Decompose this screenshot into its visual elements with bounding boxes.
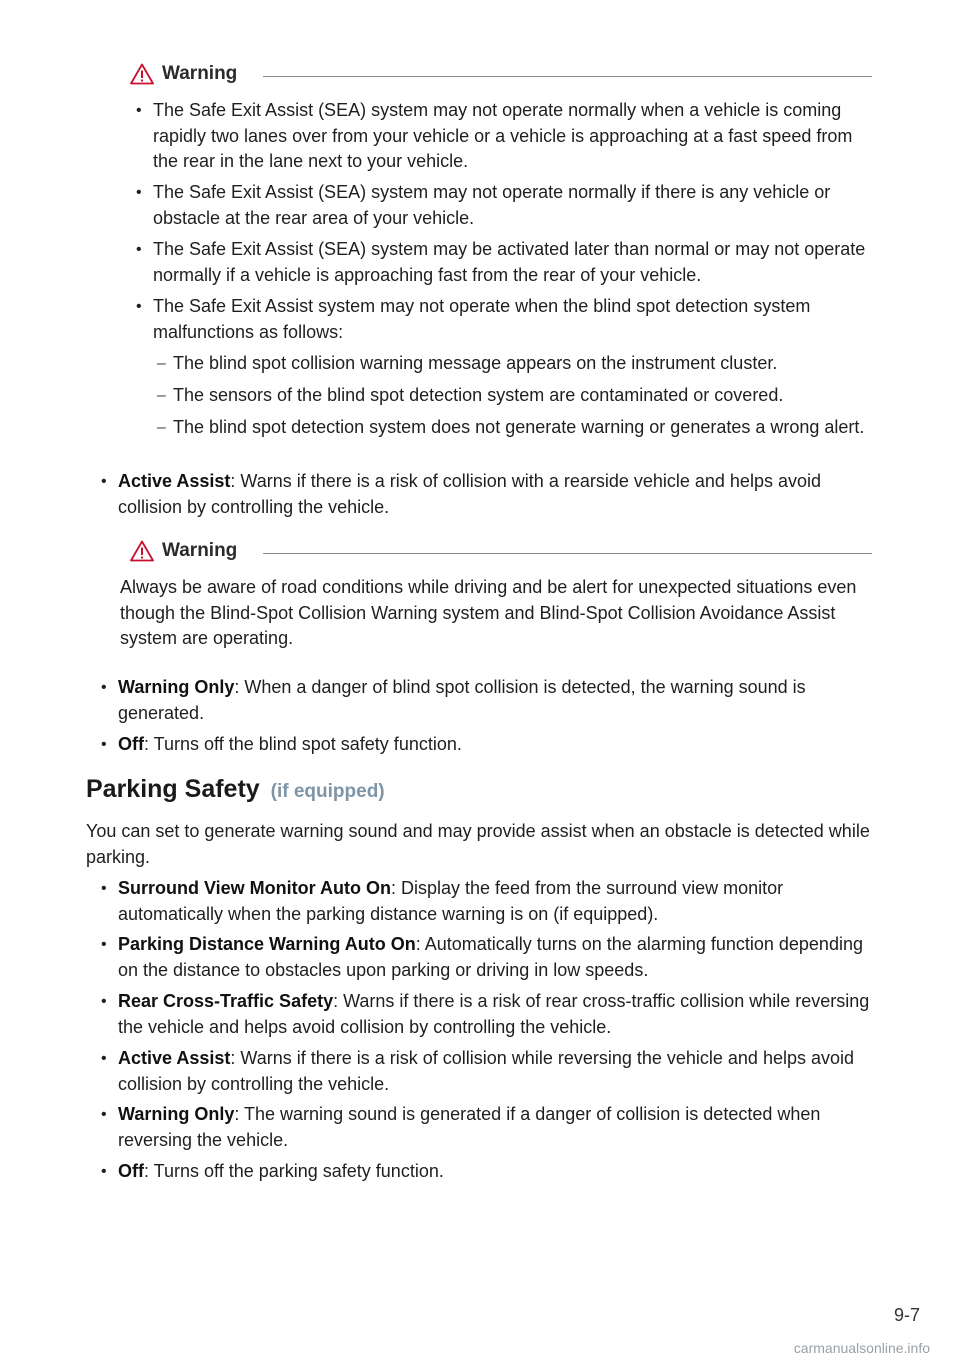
bullet-icon: • (136, 102, 142, 119)
warning-header (130, 539, 872, 563)
section-heading-parking-safety: Parking Safety (if equipped) (86, 775, 385, 803)
bullet-icon: • (101, 679, 107, 696)
bullet-icon: • (136, 241, 142, 258)
warning-rule (263, 553, 872, 554)
option-active-assist: • Active Assist: Warns if there is a risk of collision with a rearside vehicle and helps avoid collision by controlling the vehicle. (101, 471, 821, 517)
option-term: Rear Cross-Traffic Safety (118, 991, 334, 1011)
option-warning-only: • Warning Only: When a danger of blind spot collision is detected, the warning sound is generated. (101, 677, 806, 723)
parking-option-item: • Parking Distance Warning Auto On: Automatically turns on the alarming function depending on the distance to obstacles upon parking or driving in low speeds. (101, 934, 863, 980)
warning-sub-item: – The blind spot detection system does not generate warning or generates a wrong alert. (173, 415, 873, 441)
warning-rule (263, 76, 872, 77)
bullet-icon: • (101, 473, 107, 490)
option-term: Active Assist (118, 471, 231, 491)
bullet-icon: • (101, 993, 107, 1010)
parking-option-item: • Off: Turns off the parking safety function. (118, 1159, 873, 1185)
parking-option-item: • Rear Cross-Traffic Safety: Warns if there is a risk of rear cross-traffic collision while reversing the vehicle and helps avoid collision by controlling the vehicle. (101, 991, 870, 1037)
bullet-icon: • (101, 880, 107, 897)
bullet-icon: • (101, 1050, 107, 1067)
option-off: • Off: Turns off the blind spot safety function. (118, 732, 873, 758)
bullet-icon: • (101, 736, 107, 753)
warning-sub-item: – The blind spot collision warning message appears on the instrument cluster. (173, 351, 873, 377)
warning-text: Always be aware of road conditions while driving and be alert for unexpected situations even though the Blind-Spot Collision Warning system and Blind-Spot Collision Avoidance Assist system are operating. (120, 577, 857, 648)
warning-sub-item: – The sensors of the blind spot detection system are contaminated or covered. (173, 383, 873, 409)
page-number: 9-7 (893, 1305, 920, 1325)
option-term: Surround View Monitor Auto On (118, 878, 391, 898)
warning-title: Warning (162, 540, 238, 561)
bullet-icon: • (101, 1163, 107, 1180)
option-term: Active Assist (118, 1048, 231, 1068)
section-intro: You can set to generate warning sound and may provide assist when an obstacle is detected while parking. (86, 821, 870, 867)
watermark[interactable]: carmanualsonline.info (793, 1340, 930, 1356)
warning-header (130, 62, 872, 86)
dash-icon: – (157, 419, 166, 436)
bullet-icon: • (101, 936, 107, 953)
parking-option-item: • Surround View Monitor Auto On: Display the feed from the surround view monitor automatically when the parking distance warning is on (if equipped). (101, 878, 784, 924)
dash-icon: – (157, 355, 166, 372)
option-term: Parking Distance Warning Auto On (118, 934, 416, 954)
warning-title: Warning (162, 63, 238, 84)
dash-icon: – (157, 387, 166, 404)
bullet-icon: • (136, 298, 142, 315)
bullet-icon: • (136, 184, 142, 201)
parking-option-item: • Warning Only: The warning sound is generated if a danger of collision is detected when reversing the vehicle. (101, 1104, 821, 1150)
option-term: Warning Only (118, 677, 235, 697)
heading-note: (if equipped) (270, 781, 385, 802)
parking-option-item: • Active Assist: Warns if there is a risk of collision while reversing the vehicle and helps avoid collision by controlling the vehicle. (101, 1048, 855, 1094)
option-term: Off (118, 1161, 144, 1181)
warning-triangle-icon (130, 63, 154, 85)
warning-list-item: • The Safe Exit Assist (SEA) system may not operate normally when a vehicle is coming rapidly two lanes over from your vehicle or a vehicle is approaching at a fast speed from the rear in the lane next to your vehicle. (136, 100, 853, 171)
option-term: Off (118, 734, 144, 754)
warning-list-item: • The Safe Exit Assist system may not operate when the blind spot detection system malfunctions as follows: (136, 296, 811, 342)
bullet-icon: • (101, 1106, 107, 1123)
warning-list-item: • The Safe Exit Assist (SEA) system may be activated later than normal or may not operate normally if a vehicle is approaching fast from the rear of your vehicle. (136, 239, 866, 285)
warning-triangle-icon (130, 540, 154, 562)
warning-list-item: • The Safe Exit Assist (SEA) system may not operate normally if there is any vehicle or obstacle at the rear area of your vehicle. (136, 182, 831, 228)
option-term: Warning Only (118, 1104, 235, 1124)
